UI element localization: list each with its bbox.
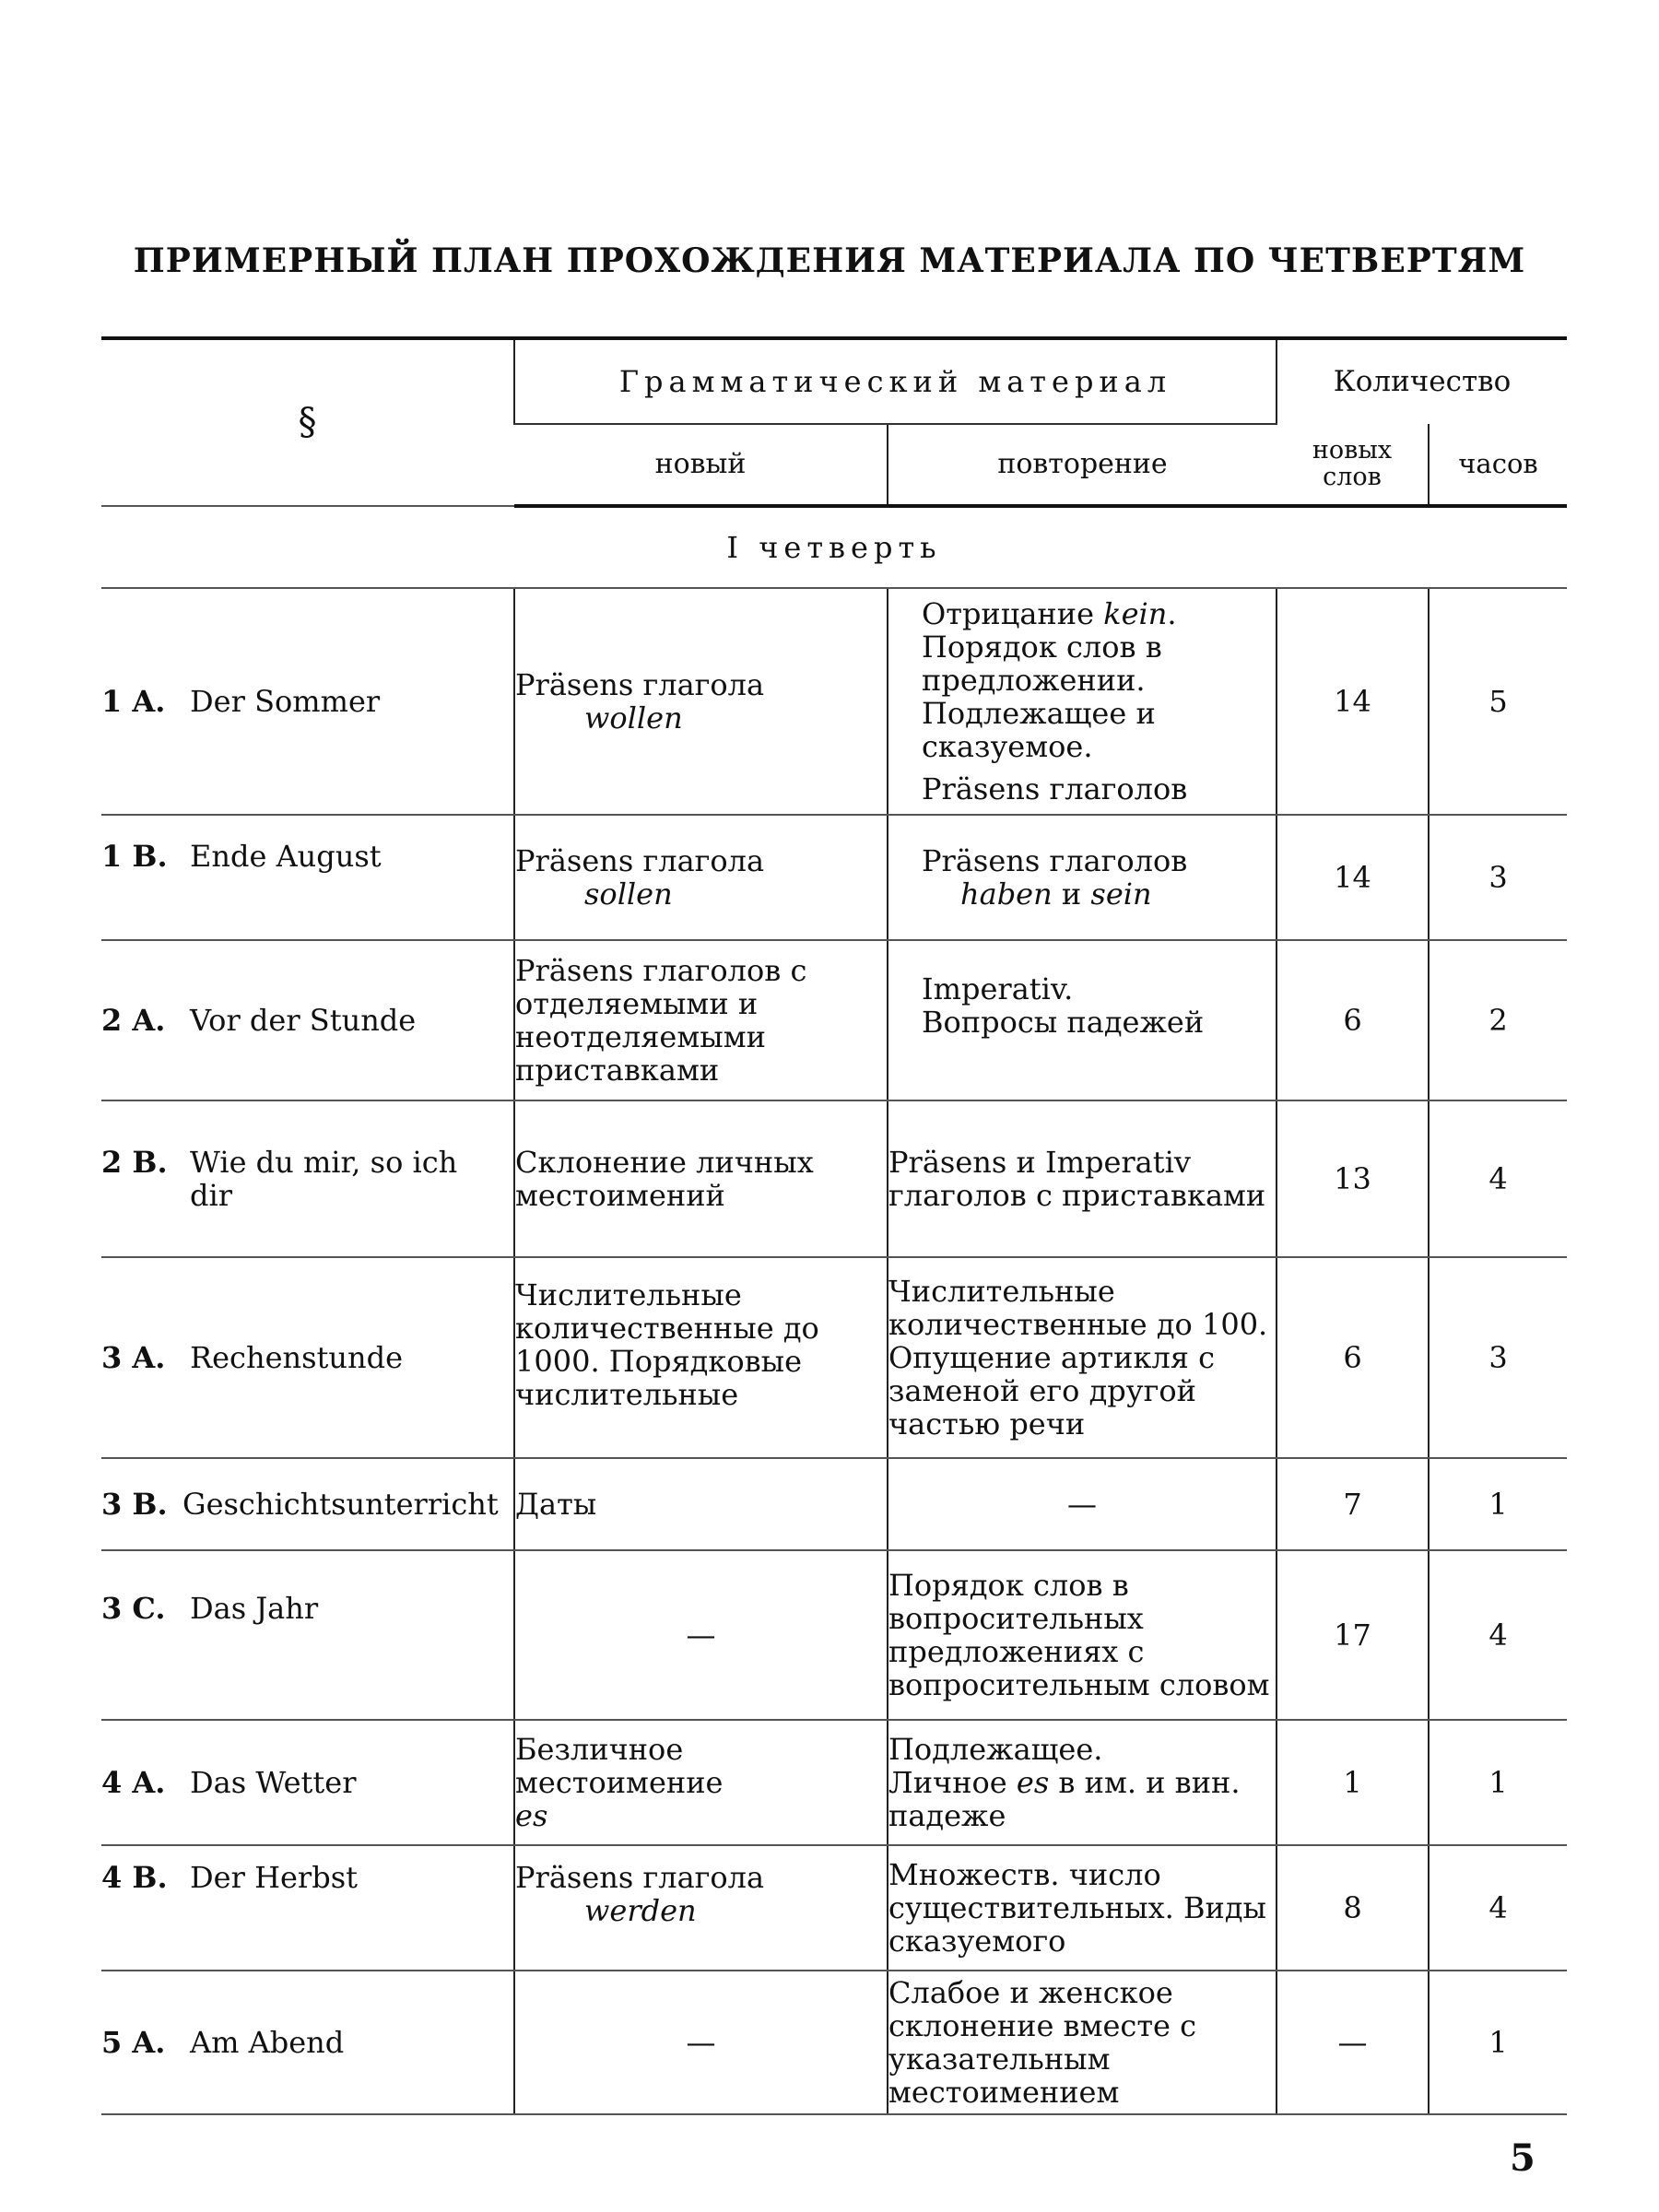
header-new-words bbox=[1277, 424, 1429, 506]
table-row bbox=[101, 1550, 1567, 1720]
new-material-cell bbox=[514, 588, 888, 815]
new-material-cell bbox=[514, 1720, 888, 1845]
section-number: 5 A. bbox=[101, 2024, 166, 2060]
quarter-heading: I четверть bbox=[101, 506, 1567, 588]
repeat-material-cell bbox=[888, 1971, 1277, 2114]
new-material-text: Präsens глагола bbox=[515, 666, 765, 702]
repeat-text: Präsens глаголов bbox=[922, 842, 1188, 878]
new-material-cell bbox=[514, 1257, 888, 1458]
table-row bbox=[101, 815, 1567, 940]
repeat-text: — bbox=[1067, 1486, 1097, 1522]
section-topic: Der Sommer bbox=[190, 683, 381, 719]
repeat-text: в им. и вин. падеже bbox=[888, 1764, 1241, 1834]
header-repeat: повторение bbox=[888, 424, 1277, 506]
repeat-text: Отрицание bbox=[922, 595, 1104, 631]
section-topic: Am Abend bbox=[190, 2024, 345, 2060]
table-row bbox=[101, 1100, 1567, 1257]
section-cell bbox=[101, 940, 514, 1100]
repeat-text: Личное bbox=[888, 1764, 1017, 1800]
new-material-cell bbox=[514, 1458, 888, 1550]
new-material-text: Präsens глагола bbox=[515, 842, 765, 878]
section-topic: Der Herbst bbox=[190, 1860, 358, 1895]
new-material-italic: es bbox=[515, 1798, 548, 1834]
repeat-material-cell bbox=[888, 1845, 1277, 1971]
section-topic: Rechenstunde bbox=[190, 1339, 404, 1375]
section-number: 4 A. bbox=[101, 1764, 166, 1800]
section-topic: Vor der Stunde bbox=[190, 1002, 417, 1038]
hours-count: 3 bbox=[1429, 1257, 1567, 1458]
repeat-text: Präsens и Imperativ глаголов с приставками bbox=[888, 1144, 1266, 1213]
hours-count: 3 bbox=[1429, 815, 1567, 940]
new-material-text: Числительные количественные до 1000. Порядковые числительные bbox=[515, 1277, 819, 1413]
section-number: 1 B. bbox=[101, 839, 168, 874]
new-material-text: — bbox=[686, 1617, 716, 1653]
new-material-italic: wollen bbox=[584, 700, 683, 735]
header-hours: часов bbox=[1429, 424, 1567, 506]
repeat-text: Imperativ. bbox=[922, 971, 1074, 1006]
repeat-material-cell bbox=[888, 940, 1277, 1100]
new-material-text: Безличное местоимение bbox=[515, 1731, 724, 1800]
new-material-cell bbox=[514, 1845, 888, 1971]
repeat-material-cell bbox=[888, 1458, 1277, 1550]
new-material-text: — bbox=[686, 2024, 716, 2060]
section-topic: Wie du mir, so ich dir bbox=[190, 1144, 458, 1213]
repeat-material-cell bbox=[888, 1550, 1277, 1720]
section-cell bbox=[101, 1550, 514, 1720]
new-material-cell bbox=[514, 1550, 888, 1720]
repeat-text: Подлежащее. bbox=[888, 1731, 1103, 1767]
new-words-count: 6 bbox=[1277, 1257, 1429, 1458]
repeat-material-cell bbox=[888, 1100, 1277, 1257]
header-section: § bbox=[101, 338, 514, 506]
new-words-count: 14 bbox=[1277, 815, 1429, 940]
page-number: 5 bbox=[1510, 2136, 1535, 2180]
hours-count: 4 bbox=[1429, 1100, 1567, 1257]
repeat-text: Порядок слов в вопросительных предложениях с вопросительным словом bbox=[888, 1567, 1270, 1703]
new-words-count: 6 bbox=[1277, 940, 1429, 1100]
repeat-text: Слабое и женское склонение вместе с указательным местоимением bbox=[888, 1974, 1197, 2111]
section-cell bbox=[101, 588, 514, 815]
table-row bbox=[101, 1720, 1567, 1845]
header-new: новый bbox=[514, 424, 888, 506]
repeat-text: Вопросы падежей bbox=[922, 1005, 1205, 1041]
repeat-text: и bbox=[1052, 877, 1091, 912]
header-new-words-line1: новых bbox=[1312, 436, 1393, 465]
section-number: 2 A. bbox=[101, 1002, 166, 1038]
repeat-material-cell bbox=[888, 1720, 1277, 1845]
repeat-italic: es bbox=[1016, 1764, 1050, 1800]
repeat-material-cell bbox=[888, 815, 1277, 940]
hours-count: 4 bbox=[1429, 1550, 1567, 1720]
section-cell bbox=[101, 1971, 514, 2114]
new-material-cell bbox=[514, 815, 888, 940]
section-number: 3 A. bbox=[101, 1339, 166, 1375]
header-count: Количество bbox=[1277, 338, 1567, 424]
new-words-count: — bbox=[1277, 1971, 1429, 2114]
section-cell bbox=[101, 1458, 514, 1550]
new-material-text: Präsens глаголов с отделяемыми и неотделяемыми приставками bbox=[515, 952, 807, 1088]
study-plan-table bbox=[101, 336, 1567, 2115]
new-words-count: 7 bbox=[1277, 1458, 1429, 1550]
new-words-count: 14 bbox=[1277, 588, 1429, 815]
hours-count: 1 bbox=[1429, 1458, 1567, 1550]
new-words-count: 13 bbox=[1277, 1100, 1429, 1257]
new-material-cell bbox=[514, 1971, 888, 2114]
section-number: 3 B. bbox=[101, 1486, 168, 1522]
new-material-text: Präsens глагола bbox=[515, 1860, 765, 1895]
section-cell bbox=[101, 1100, 514, 1257]
section-topic: Das Wetter bbox=[190, 1764, 357, 1800]
section-cell bbox=[101, 815, 514, 940]
header-new-words-line2: слов bbox=[1323, 462, 1382, 491]
table-row bbox=[101, 940, 1567, 1100]
new-material-italic: werden bbox=[584, 1893, 697, 1929]
table-row bbox=[101, 1971, 1567, 2114]
repeat-text: Множеств. число существительных. Виды сказуемого bbox=[888, 1856, 1266, 1959]
section-number: 2 B. bbox=[101, 1144, 168, 1180]
header-grammar: Грамматический материал bbox=[514, 338, 1277, 424]
repeat-italic: kein bbox=[1103, 595, 1168, 631]
section-number: 1 A. bbox=[101, 683, 166, 719]
hours-count: 5 bbox=[1429, 588, 1567, 815]
section-topic: Geschichtsunterricht bbox=[182, 1486, 499, 1522]
section-number: 4 B. bbox=[101, 1860, 168, 1895]
table-row bbox=[101, 1845, 1567, 1971]
section-cell bbox=[101, 1845, 514, 1971]
hours-count: 2 bbox=[1429, 940, 1567, 1100]
repeat-italic: sein bbox=[1090, 877, 1152, 912]
new-words-count: 8 bbox=[1277, 1845, 1429, 1971]
new-material-text: Даты bbox=[515, 1486, 597, 1522]
hours-count: 1 bbox=[1429, 1720, 1567, 1845]
repeat-material-cell bbox=[888, 1257, 1277, 1458]
section-cell bbox=[101, 1257, 514, 1458]
new-material-cell bbox=[514, 1100, 888, 1257]
new-words-count: 1 bbox=[1277, 1720, 1429, 1845]
table-row bbox=[101, 1257, 1567, 1458]
new-words-count: 17 bbox=[1277, 1550, 1429, 1720]
repeat-text: . bbox=[1167, 595, 1177, 631]
section-number: 3 C. bbox=[101, 1591, 166, 1626]
repeat-italic: haben bbox=[960, 877, 1053, 912]
new-material-text: Склонение личных местоимений bbox=[515, 1144, 814, 1213]
page-title: ПРИМЕРНЫЙ ПЛАН ПРОХОЖДЕНИЯ МАТЕРИАЛА ПО ЧЕТВЕРТЯМ bbox=[133, 241, 1526, 280]
section-topic: Ende August bbox=[190, 839, 382, 874]
hours-count: 1 bbox=[1429, 1971, 1567, 2114]
new-material-cell bbox=[514, 940, 888, 1100]
hours-count: 4 bbox=[1429, 1845, 1567, 1971]
section-topic: Das Jahr bbox=[190, 1591, 319, 1626]
table-row bbox=[101, 588, 1567, 815]
repeat-text: Порядок слов в предложении. Подлежащее и сказуемое. bbox=[922, 629, 1162, 765]
repeat-material-cell bbox=[888, 588, 1277, 815]
repeat-text: Числительные количественные до 100. Опущение артикля с заменой его другой частью речи bbox=[888, 1273, 1268, 1442]
table-row bbox=[101, 1458, 1567, 1550]
section-cell bbox=[101, 1720, 514, 1845]
repeat-text: Präsens глаголов bbox=[922, 771, 1188, 807]
new-material-italic: sollen bbox=[584, 877, 673, 912]
